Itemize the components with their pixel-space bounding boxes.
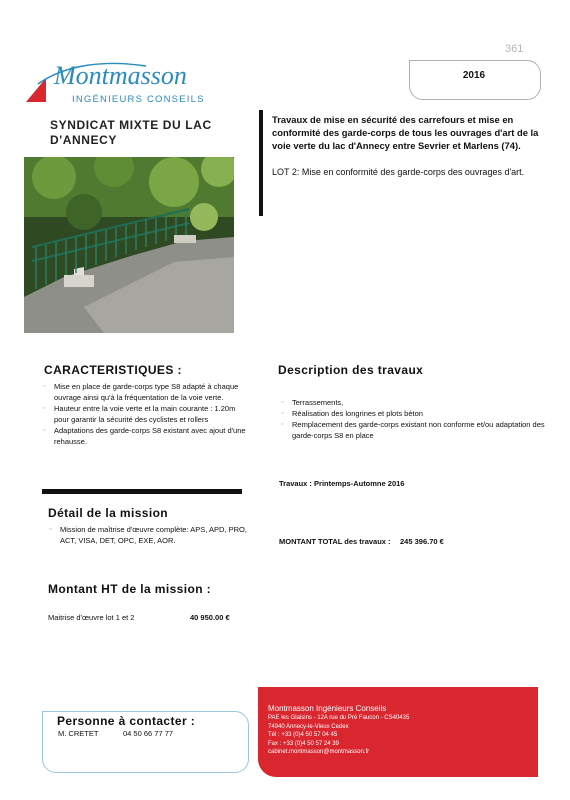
list-item: ▫ Réalisation des longrines et plots béton [281, 409, 423, 418]
works-period: Travaux : Printemps-Automne 2016 [279, 479, 405, 488]
list-item: ▫ Hauteur entre la voie verte et la main courante : 1.20m pour garantir la sécurité des cyclistes et rollers [43, 404, 236, 424]
client-name: SYNDICAT MIXTE DU LAC D'ANNECY [50, 118, 212, 147]
bullet-icon: ▫ [281, 421, 284, 428]
list-item: ▫ Terrassements, [281, 398, 344, 407]
works-total-value: 245 396.70 € [400, 537, 444, 546]
contact-phone: 04 50 66 77 77 [123, 729, 174, 738]
project-title: Travaux de mise en sécurité des carrefours et mise en conformité des garde-corps de tous les ouvrages d'art de la voie verte du lac d'Annecy entre Sevrier et Marlens (74). [272, 114, 539, 151]
page-number: 361 [505, 43, 524, 55]
title-accent-bar [259, 110, 263, 216]
bullet-icon: ▫ [281, 410, 284, 417]
contact-heading: Personne à contacter : [57, 714, 196, 728]
company-address [268, 714, 409, 757]
mission-heading: Détail de la mission [48, 506, 169, 520]
address-line: PAE les Glaisins - 12A rue du Pré Faucon - CS40435 [268, 715, 410, 721]
email-link[interactable]: cabinet.montmasson@montmasson.fr [268, 749, 370, 756]
list-item: ▫ Mission de maîtrise d'œuvre complète: APS, APD, PRO, ACT, VISA, DET, OPC, EXE, AOR. [49, 525, 247, 545]
mission-amount-heading: Montant HT de la mission : [48, 582, 212, 596]
mission-list [48, 524, 248, 546]
list-item: ▫ Mise en place de garde-corps type S8 adapté à chaque ouvrage ainsi qu'à la fréquentation de la voie verte. [43, 382, 239, 402]
mission-amount-value: 40 950.00 € [190, 613, 230, 622]
bullet-icon: ▫ [43, 383, 46, 390]
list-item: ▫ Remplacement des garde-corps existant non conforme et/ou adaptation des garde-corps S8 en place [281, 420, 545, 440]
fax-line: Fax : +33 (0)4 50 57 24 39 [268, 740, 339, 747]
works-heading: Description des travaux [278, 363, 424, 377]
characteristics-heading: CARACTERISTIQUES : [44, 363, 182, 377]
logo-graphic [26, 58, 236, 108]
contact-name: M. CRETET [58, 729, 99, 738]
works-total-label: MONTANT TOTAL des travaux : [279, 537, 391, 546]
guardrail-photo [24, 157, 234, 333]
address-line: 74940 Annecy-le-Vieux Cedex [268, 723, 349, 730]
project-lot: LOT 2: Mise en conformité des garde-corps des ouvrages d'art. [272, 167, 525, 177]
list-item: ▫ Adaptations des garde-corps S8 existant avec ajout d'une rehausse. [43, 426, 246, 446]
phone-line: Tél : +33 (0)4 50 57 04 45 [268, 732, 338, 739]
mission-amount-label: Maitrise d'œuvre lot 1 et 2 [48, 613, 135, 622]
company-name: Montmasson Ingénieurs Conseils [268, 704, 387, 713]
bullet-icon: ▫ [281, 399, 284, 406]
works-list [280, 397, 550, 441]
bullet-icon: ▫ [43, 427, 46, 434]
logo-name: Montmasson [54, 61, 187, 90]
section-divider [42, 489, 242, 494]
bullet-icon: ▫ [49, 526, 52, 533]
project-photo [24, 157, 234, 333]
bullet-icon: ▫ [43, 405, 46, 412]
logo-tagline: INGÉNIEURS CONSEILS [72, 94, 205, 105]
company-logo [26, 58, 236, 108]
project-year: 2016 [462, 70, 486, 81]
characteristics-list [42, 381, 250, 447]
